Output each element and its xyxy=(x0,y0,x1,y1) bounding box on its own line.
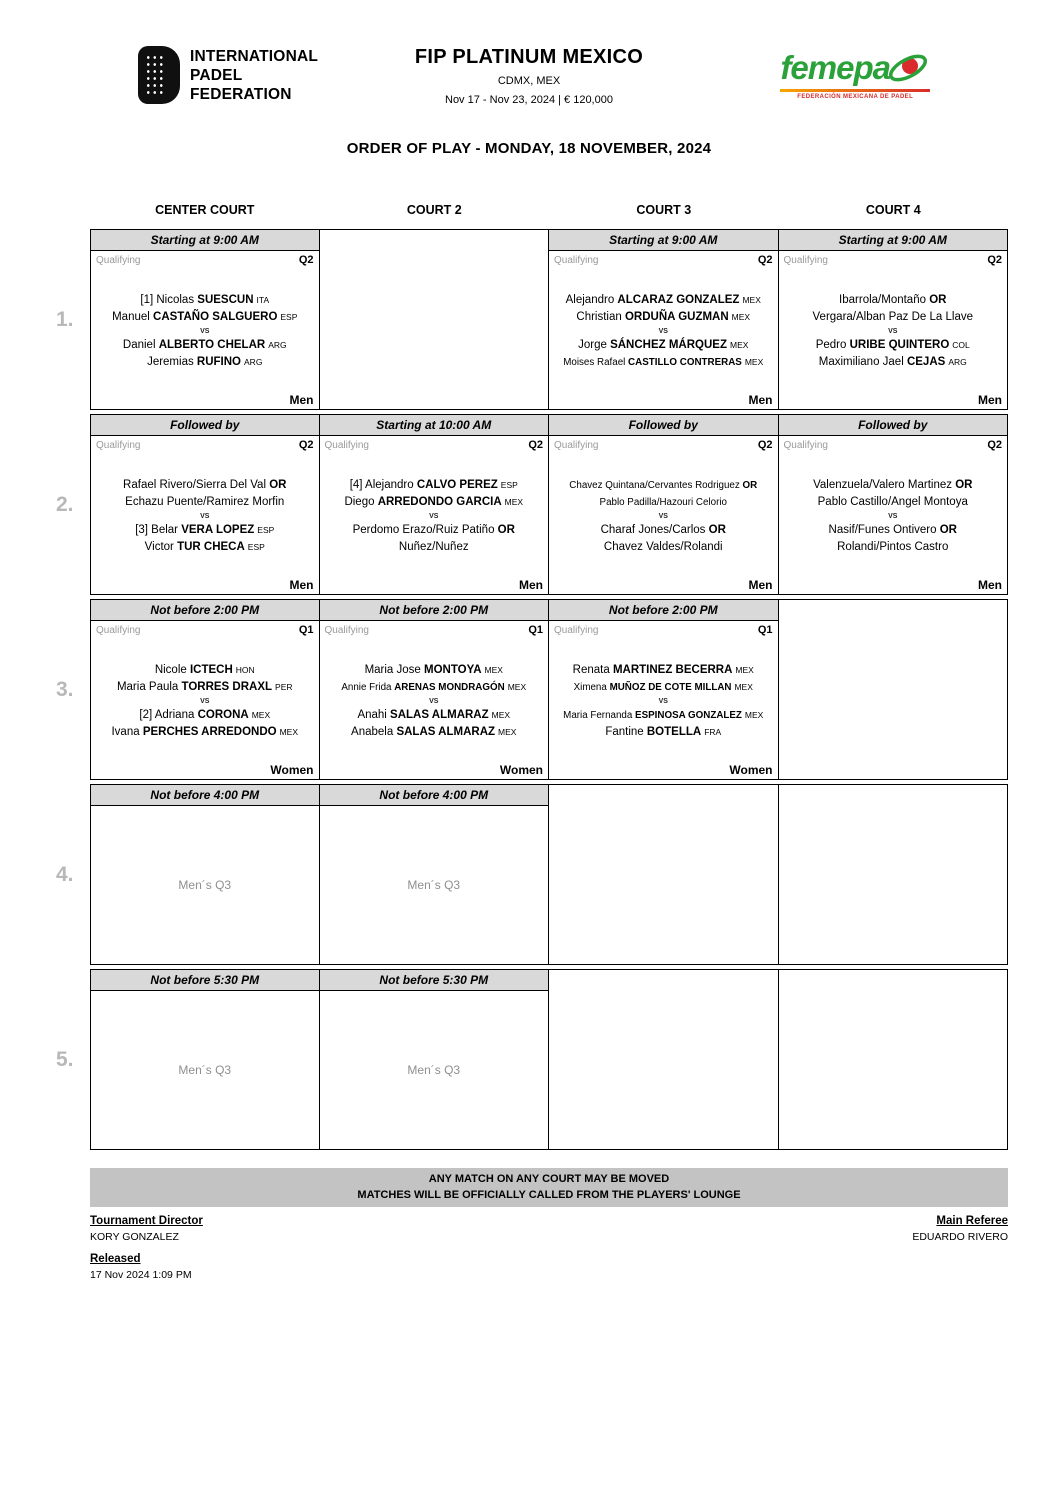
or-label: OR xyxy=(955,478,973,491)
gender-label: Men xyxy=(748,578,773,592)
player-line xyxy=(554,724,773,741)
teams xyxy=(96,451,314,591)
row-number: 1. xyxy=(56,307,74,331)
match-body xyxy=(91,991,319,1149)
player-firstname: Nasif/Funes Ontivero xyxy=(828,523,940,536)
player-surname: TUR CHECA xyxy=(177,540,245,553)
player-firstname: Echazu Puente/Ramirez Morfin xyxy=(125,495,285,508)
gender-label: Women xyxy=(270,763,314,777)
match-body xyxy=(779,251,1008,409)
match-meta xyxy=(96,439,314,451)
player-nationality: ESP xyxy=(257,524,275,535)
or-label: OR xyxy=(708,523,726,536)
stage-label: Qualifying xyxy=(783,255,828,266)
match-cell xyxy=(548,969,779,1150)
player-nationality: MEX xyxy=(484,664,503,675)
match-meta xyxy=(784,439,1003,451)
teams xyxy=(784,451,1003,591)
notice-line-2: MATCHES WILL BE OFFICIALLY CALLED FROM THE PLAYERS' LOUNGE xyxy=(357,1188,741,1201)
order-row xyxy=(56,599,1008,780)
tournament-director-label: Tournament Director xyxy=(90,1215,203,1227)
match-cell xyxy=(90,969,320,1150)
vs-label: VS xyxy=(429,512,439,520)
match-body xyxy=(320,806,549,964)
player-surname: MARTINEZ BECERRA xyxy=(612,663,733,676)
player-firstname: Pablo Castillo/Angel Montoya xyxy=(817,495,968,508)
stage-label: Qualifying xyxy=(96,255,141,266)
player-firstname: Maria Paula xyxy=(116,680,182,693)
player-surname: CASTAÑO SALGUERO xyxy=(153,310,278,323)
stage-label: Qualifying xyxy=(324,625,369,636)
match-meta xyxy=(554,624,773,636)
player-firstname: Anabela xyxy=(351,725,397,738)
teams xyxy=(554,266,773,406)
time-header: Starting at 9:00 AM xyxy=(91,230,319,251)
player-surname: RUFINO xyxy=(196,355,242,368)
stage-label: Qualifying xyxy=(324,440,369,451)
player-surname: VERA LOPEZ xyxy=(181,523,255,536)
player-line xyxy=(325,477,544,494)
teams xyxy=(96,636,314,776)
player-line xyxy=(96,337,314,354)
player-firstname: Ivana xyxy=(111,725,143,738)
tournament-dates: Nov 17 - Nov 23, 2024 | € 120,000 xyxy=(445,94,613,106)
match-cell xyxy=(90,599,320,780)
player-firstname: Victor xyxy=(144,540,178,553)
match-cell xyxy=(90,784,320,965)
player-firstname: Christian xyxy=(576,310,625,323)
time-header: Followed by xyxy=(91,415,319,436)
player-nationality: ESP xyxy=(500,479,518,490)
released-block xyxy=(90,1253,192,1281)
vs-label: VS xyxy=(658,697,668,705)
round-label: Q2 xyxy=(757,254,773,266)
player-firstname: Renata xyxy=(572,663,613,676)
round-label: Q2 xyxy=(528,439,543,451)
player-firstname: [1] Nicolas xyxy=(140,293,198,306)
player-line xyxy=(96,662,314,679)
player-nationality: MEX xyxy=(744,356,764,367)
player-surname: URIBE QUINTERO xyxy=(849,338,950,351)
player-line xyxy=(784,292,1003,309)
player-line xyxy=(554,337,773,354)
or-label: OR xyxy=(742,479,758,491)
player-firstname: Anahi xyxy=(357,708,391,721)
player-surname: SALAS ALMARAZ xyxy=(390,708,489,721)
vs-label: VS xyxy=(200,697,210,705)
match-placeholder: Men´s Q3 xyxy=(178,1063,232,1077)
time-header: Starting at 10:00 AM xyxy=(320,415,549,436)
player-surname: BOTELLA xyxy=(646,725,702,738)
player-nationality: ARG xyxy=(948,356,967,367)
player-firstname: Perdomo Erazo/Ruiz Patiño xyxy=(352,523,498,536)
match-meta xyxy=(96,254,314,266)
notice-line-1: ANY MATCH ON ANY COURT MAY BE MOVED xyxy=(428,1173,670,1185)
player-line xyxy=(554,679,773,696)
tournament-director-name: KORY GONZALEZ xyxy=(90,1231,179,1243)
player-nationality: FRA xyxy=(704,726,722,737)
player-line xyxy=(96,309,314,326)
player-line xyxy=(554,292,773,309)
player-firstname: Ibarrola/Montaño xyxy=(839,293,930,306)
player-line xyxy=(96,477,314,494)
or-label: OR xyxy=(269,478,287,491)
player-nationality: MEX xyxy=(744,709,764,720)
player-line xyxy=(554,539,773,556)
player-line xyxy=(325,724,544,741)
player-line xyxy=(96,354,314,371)
femepa-logo-bar xyxy=(780,89,930,92)
player-line xyxy=(554,662,773,679)
player-line xyxy=(554,309,773,326)
player-nationality: MEX xyxy=(729,339,749,350)
match-cell xyxy=(778,969,1009,1150)
vs-label: VS xyxy=(200,327,210,335)
main-referee-name: EDUARDO RIVERO xyxy=(912,1231,1008,1243)
player-surname: CASTILLO CONTRERAS xyxy=(628,356,742,368)
femepa-ball-swoosh-icon xyxy=(884,48,930,88)
player-line xyxy=(96,539,314,556)
player-firstname: Jorge xyxy=(578,338,611,351)
vs-label: VS xyxy=(658,327,668,335)
match-body xyxy=(91,436,319,594)
gender-label: Men xyxy=(519,578,543,592)
time-header: Not before 4:00 PM xyxy=(320,785,549,806)
round-label: Q1 xyxy=(528,624,543,636)
player-surname: CALVO PEREZ xyxy=(416,478,498,491)
tournament-title: FIP PLATINUM MEXICO xyxy=(414,46,644,68)
match-cell xyxy=(548,599,779,780)
player-nationality: ARG xyxy=(244,356,263,367)
player-firstname: Rolandi/Pintos Castro xyxy=(837,540,949,553)
time-header: Not before 5:30 PM xyxy=(91,970,319,991)
player-nationality: PER xyxy=(275,681,293,692)
row-number: 2. xyxy=(56,492,74,516)
time-header: Not before 2:00 PM xyxy=(549,600,778,621)
match-body xyxy=(320,436,549,594)
time-header: Not before 2:00 PM xyxy=(91,600,319,621)
player-surname: ORDUÑA GUZMAN xyxy=(624,310,729,323)
stage-label: Qualifying xyxy=(554,255,599,266)
match-placeholder: Men´s Q3 xyxy=(178,878,232,892)
match-body xyxy=(549,251,778,409)
round-label: Q2 xyxy=(298,254,314,266)
teams xyxy=(325,451,544,591)
main-referee-label: Main Referee xyxy=(936,1215,1008,1227)
order-of-play-title: ORDER OF PLAY - MONDAY, 18 NOVEMBER, 2024 xyxy=(346,140,712,157)
player-firstname: Daniel xyxy=(122,338,159,351)
match-body xyxy=(91,621,319,779)
match-meta xyxy=(96,624,314,636)
player-firstname: Maria Fernanda xyxy=(563,709,636,721)
ipf-text-line3: FEDERATION xyxy=(190,85,292,103)
player-nationality: COL xyxy=(952,339,970,350)
vs-label: VS xyxy=(658,512,668,520)
player-line xyxy=(96,679,314,696)
player-surname: TORRES DRAXL xyxy=(181,680,273,693)
player-nationality: MEX xyxy=(731,311,751,322)
player-surname: ESPINOSA GONZALEZ xyxy=(635,709,742,721)
player-nationality: ESP xyxy=(247,541,265,552)
player-surname: ICTECH xyxy=(189,663,233,676)
match-cell xyxy=(319,229,550,410)
player-line xyxy=(784,494,1003,511)
match-body xyxy=(549,436,778,594)
round-label: Q1 xyxy=(298,624,314,636)
ipf-text-line2: PADEL xyxy=(190,66,243,84)
court-header-center-court: CENTER COURT xyxy=(155,203,255,217)
released-value: 17 Nov 2024 1:09 PM xyxy=(90,1269,192,1281)
player-line xyxy=(784,539,1003,556)
teams xyxy=(96,266,314,406)
match-meta xyxy=(554,439,773,451)
player-surname: ARREDONDO GARCIA xyxy=(377,495,502,508)
player-firstname: Valenzuela/Valero Martinez xyxy=(813,478,956,491)
player-nationality: MEX xyxy=(735,664,754,675)
court-header-court-2: COURT 2 xyxy=(406,203,462,217)
player-nationality: HON xyxy=(235,664,255,675)
teams xyxy=(784,266,1003,406)
player-firstname: Moises Rafael xyxy=(563,356,629,368)
order-row xyxy=(56,229,1008,410)
player-firstname: Nicole xyxy=(154,663,190,676)
match-meta xyxy=(784,254,1003,266)
player-firstname: Chavez Valdes/Rolandi xyxy=(603,540,723,553)
match-body xyxy=(320,991,549,1149)
player-firstname: Pedro xyxy=(815,338,850,351)
court-headers xyxy=(90,203,1008,229)
player-line xyxy=(96,724,314,741)
player-surname: SÁNCHEZ MÁRQUEZ xyxy=(610,338,727,351)
player-firstname: Alejandro xyxy=(565,293,618,306)
time-header: Starting at 9:00 AM xyxy=(779,230,1008,251)
player-line xyxy=(96,494,314,511)
player-line xyxy=(325,539,544,556)
player-line xyxy=(325,522,544,539)
tournament-director-block xyxy=(90,1215,203,1243)
match-cell xyxy=(319,599,550,780)
order-row xyxy=(56,784,1008,965)
player-firstname: Rafael Rivero/Sierra Del Val xyxy=(123,478,270,491)
teams xyxy=(554,636,773,776)
player-firstname: Maximiliano Jael xyxy=(818,355,907,368)
player-line xyxy=(784,354,1003,371)
player-surname: SALAS ALMARAZ xyxy=(396,725,496,738)
ipf-text-line1: INTERNATIONAL xyxy=(190,47,319,65)
gender-label: Men xyxy=(978,393,1002,407)
match-meta xyxy=(325,624,544,636)
player-nationality: MEX xyxy=(491,709,511,720)
round-label: Q2 xyxy=(298,439,314,451)
time-header: Followed by xyxy=(549,415,778,436)
player-surname: MUÑOZ DE COTE MILLAN xyxy=(609,681,732,693)
match-cell xyxy=(319,969,550,1150)
player-surname: ALCARAZ GONZALEZ xyxy=(617,293,740,306)
player-nationality: MEX xyxy=(251,709,271,720)
gender-label: Men xyxy=(289,578,314,592)
player-nationality: ITA xyxy=(256,294,270,305)
or-label: OR xyxy=(939,523,957,536)
vs-label: VS xyxy=(888,512,898,520)
or-label: OR xyxy=(929,293,947,306)
player-surname: MONTOYA xyxy=(424,663,482,676)
round-label: Q2 xyxy=(987,439,1002,451)
time-header: Not before 5:30 PM xyxy=(320,970,549,991)
match-cell xyxy=(548,784,779,965)
player-line xyxy=(96,707,314,724)
released-label: Released xyxy=(90,1253,141,1265)
time-header: Not before 2:00 PM xyxy=(320,600,549,621)
player-firstname: Maria Jose xyxy=(364,663,424,676)
player-line xyxy=(325,679,544,696)
player-line xyxy=(554,354,773,371)
femepa-logo xyxy=(780,48,930,100)
tournament-location: CDMX, MEX xyxy=(497,75,561,87)
player-firstname: Pablo Padilla/Hazouri Celorio xyxy=(599,496,727,508)
player-line xyxy=(325,707,544,724)
player-nationality: MEX xyxy=(742,294,761,305)
notice-bar xyxy=(90,1168,1008,1207)
player-firstname: [2] Adriana xyxy=(139,708,198,721)
player-firstname: Chavez Quintana/Cervantes Rodriguez xyxy=(569,479,743,491)
match-cell xyxy=(90,414,320,595)
player-surname: CORONA xyxy=(197,708,249,721)
player-firstname: Charaf Jones/Carlos xyxy=(600,523,709,536)
match-cell xyxy=(319,414,550,595)
match-body xyxy=(549,621,778,779)
match-cell xyxy=(778,784,1009,965)
player-surname: CEJAS xyxy=(906,355,946,368)
player-nationality: MEX xyxy=(734,681,753,692)
player-line xyxy=(96,292,314,309)
time-header: Not before 4:00 PM xyxy=(91,785,319,806)
player-firstname: Nuñez/Nuñez xyxy=(398,540,469,553)
row-number: 3. xyxy=(56,677,74,701)
player-line xyxy=(554,494,773,511)
vs-label: VS xyxy=(429,697,439,705)
player-line xyxy=(325,662,544,679)
stage-label: Qualifying xyxy=(96,440,141,451)
player-firstname: Fantine xyxy=(605,725,647,738)
stage-label: Qualifying xyxy=(96,625,141,636)
player-nationality: MEX xyxy=(279,726,298,737)
player-firstname: Diego xyxy=(344,495,378,508)
schedule-rows xyxy=(56,229,1008,1150)
order-row xyxy=(56,969,1008,1150)
gender-label: Men xyxy=(289,393,314,407)
match-cell xyxy=(778,414,1009,595)
match-meta xyxy=(554,254,773,266)
order-row xyxy=(56,414,1008,595)
femepa-logo-row xyxy=(780,48,930,88)
match-body xyxy=(91,806,319,964)
teams xyxy=(554,451,773,591)
player-line xyxy=(554,522,773,539)
teams xyxy=(325,636,544,776)
player-line xyxy=(784,309,1003,326)
player-surname: PERCHES ARREDONDO xyxy=(142,725,277,738)
player-line xyxy=(784,477,1003,494)
or-label: OR xyxy=(497,523,515,536)
court-header-court-4: COURT 4 xyxy=(865,203,921,217)
round-label: Q2 xyxy=(987,254,1002,266)
match-body xyxy=(779,436,1008,594)
player-firstname: Vergara/Alban Paz De La Llave xyxy=(812,310,973,323)
stage-label: Qualifying xyxy=(783,440,828,451)
match-cell xyxy=(90,229,320,410)
gender-label: Women xyxy=(729,763,773,777)
player-firstname: Manuel xyxy=(112,310,154,323)
match-body xyxy=(91,251,319,409)
player-line xyxy=(554,707,773,724)
gender-label: Men xyxy=(748,393,773,407)
match-cell xyxy=(778,599,1009,780)
main-referee-block xyxy=(912,1215,1008,1243)
round-label: Q2 xyxy=(757,439,773,451)
player-firstname: Jeremias xyxy=(147,355,197,368)
player-surname: SUESCUN xyxy=(197,293,254,306)
player-firstname: [3] Belar xyxy=(135,523,182,536)
player-nationality: MEX xyxy=(498,726,517,737)
match-placeholder: Men´s Q3 xyxy=(407,878,461,892)
match-meta xyxy=(325,439,544,451)
time-header: Starting at 9:00 AM xyxy=(549,230,778,251)
player-line xyxy=(554,477,773,494)
player-nationality: MEX xyxy=(504,496,524,507)
row-number: 4. xyxy=(56,862,74,886)
player-line xyxy=(784,337,1003,354)
player-surname: ARENAS MONDRAGÓN xyxy=(394,681,505,693)
player-line xyxy=(96,522,314,539)
player-nationality: ARG xyxy=(268,339,287,350)
player-firstname: Annie Frida xyxy=(341,681,395,693)
player-nationality: ESP xyxy=(280,311,298,322)
femepa-tagline: FEDERACIÓN MEXICANA DE PADEL xyxy=(797,94,914,100)
match-cell xyxy=(778,229,1009,410)
stage-label: Qualifying xyxy=(554,625,599,636)
femepa-logo-text: femepa xyxy=(780,49,890,86)
gender-label: Women xyxy=(499,763,543,777)
player-firstname: [4] Alejandro xyxy=(349,478,417,491)
vs-label: VS xyxy=(200,512,210,520)
time-header: Followed by xyxy=(779,415,1008,436)
gender-label: Men xyxy=(978,578,1002,592)
order-grid xyxy=(56,203,1008,1154)
row-number: 5. xyxy=(56,1047,74,1071)
vs-label: VS xyxy=(888,327,898,335)
court-header-court-3: COURT 3 xyxy=(636,203,692,217)
match-cell xyxy=(548,414,779,595)
match-placeholder: Men´s Q3 xyxy=(407,1063,461,1077)
player-firstname: Ximena xyxy=(573,681,610,693)
player-line xyxy=(325,494,544,511)
player-surname: ALBERTO CHELAR xyxy=(158,338,266,351)
round-label: Q1 xyxy=(757,624,773,636)
match-cell xyxy=(548,229,779,410)
player-line xyxy=(784,522,1003,539)
match-cell xyxy=(319,784,550,965)
stage-label: Qualifying xyxy=(554,440,599,451)
match-body xyxy=(320,621,549,779)
player-nationality: MEX xyxy=(507,681,527,692)
